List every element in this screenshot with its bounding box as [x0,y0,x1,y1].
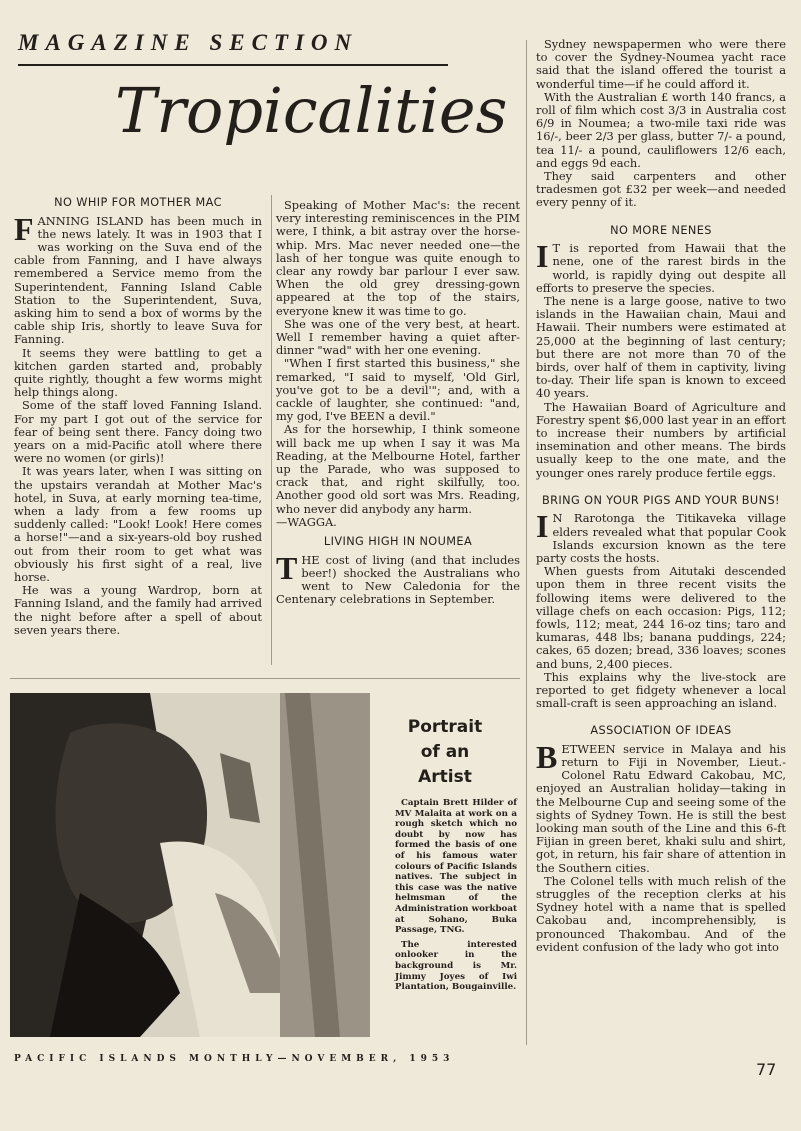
banner-title [115,74,508,147]
page-footer: PACIFIC ISLANDS MONTHLY—NOVEMBER, 1953 [14,1054,455,1064]
article-signoff: —WAGGA. [276,514,337,529]
article-heading: BRING ON YOUR PIGS AND YOUR BUNS! [542,493,780,507]
banner-title-text: Tropicalities [115,74,508,147]
article-paragraph: The Hawaiian Board of Agriculture and Forestry spent $6,000 last year in an effort to increase their numbers by artificial insemination and other means. The birds usually keep to the one mate, and the younger ones rarely produce fertile eggs. [536,399,786,480]
article-paragraph: Some of the staff loved Fanning Island. For my part I got out of the service for fear of being sent there. Fancy doing two years on a mid-Pacific atoll where there were no women (or girls)! [14,398,262,466]
article-paragraph: With the Australian £ worth 140 francs, a roll of film which cost 3/3 in Australia cost 6/9 in Noumea; a two-mile taxi ride was 16/-, beer 2/3 per glass, butter 7/- a pound, tea 11/- a pound, cauliflowers 12/6 each, and eggs 9d each. [536,89,786,170]
article-paragraph: FANNING ISLAND has been much in the news lately. It was in 1903 that I was working on the Suva end of the cable from Fanning, and I have always remembered a Service memo from the Superintendent, Fanning Island Cable Station to the Superintendent, Suva, asking him to send a box of worms by the cable ship Iris, shortly to leave Suva for Fanning. [14,210,262,347]
drop-cap: B [536,738,558,775]
article-paragraph: BETWEEN service in Malaya and his return to Fiji in November, Lieut.-Colonel Ratu Edward Cakobau, MC, enjoyed an Australian holiday—taking in the Melbourne Cup and seeing some of the sights of Sydney Town. He is still the best looking man south of the Line and this 6-ft Fijian in green beret, khaki sulu and shirt, got, in return, his fair share of attention in the Southern cities. [536,738,786,875]
article-paragraph: It was years later, when I was sitting on the upstairs verandah at Mother Mac's hotel, in Suva, at early morning tea-time, when a lady from a few rooms up suddenly called: "Look! Look! Here comes a horse!"—and a six-years-old boy rushed out from their room to get what was obviously his first sight of a real, live horse. [14,464,262,584]
article-paragraph: It seems they were battling to get a kitchen garden started and, probably quite rightly, thought a few worms might help things along. [14,345,262,400]
article-paragraph: She was one of the very best, at heart. Well I remember having a quiet after-dinner "wad" with her one evening. [276,316,520,358]
article-paragraph: He was a young Wardrop, born at Fanning Island, and the family had arrived the night before after a spell of about seven years there. [14,583,262,637]
article-paragraph: They said carpenters and other tradesmen got £32 per week—and needed every penny of it. [536,169,786,210]
article-paragraph: I N Rarotonga the Titikaveka village elders revealed what that popular Cook Islands excursion known as the tere party costs the hosts. [536,508,786,565]
drop-cap: F [14,210,34,247]
article-paragraph: As for the horsewhip, I think someone will back me up when I say it was Ma Reading, at the Melbourne Hotel, farther up the Parade, who was supposed to crack that, and right skilfully, too. Another good old sort was Mrs. Reading, who never did anybody any harm. [276,422,520,516]
column-divider [526,40,527,1045]
column-divider [271,195,272,665]
section-rule [18,64,448,66]
portrait-title-line: of an [420,742,470,762]
article-paragraph: I T is reported from Hawaii that the nene, one of the rarest birds in the world, is rapidly dying out despite all efforts to preserve the species. [536,238,786,295]
article-paragraph: THE cost of living (and that includes beer!) shocked the Australians who went to New Caledonia for the Centenary celebrations in September. [276,549,520,607]
caption-paragraph: Captain Brett Hilder of MV Malaita at work on a rough sketch which no doubt by now has formed the basis of one of his famous water colours of Pacific Islands natives. The subject in this case was the native helmsman of the Administration workboat at Sohano, Buka Passage, TNG. [395,798,517,936]
article-paragraph: When guests from Aitutaki descended upon them in three recent visits the following items were delivered to the village chefs on each occasion: Pigs, 112; fowls, 112; meat, 244 16-oz tins; taro and kumaras, 448 lbs; banana puddings, 224; cakes, 65 dozen; bread, 336 loaves; scones and buns, 2,400 pieces. [536,564,786,671]
photo-caption [395,798,517,997]
portrait-title-line: Portrait [407,717,483,737]
column-3 [536,38,786,954]
article-heading: LIVING HIGH IN NOUMEA [323,535,473,549]
article-paragraph: This explains why the live-stock are reported to get fidgety whenever a local small-craft is seen approaching an island. [536,669,786,711]
page-number: 77 [756,1060,777,1079]
article-paragraph: The nene is a large goose, native to two islands in the Hawaiian chain, Maui and Hawaii. Their numbers were estimated at 25,000 at the beginning of last century; but there are not more than 70 of the birds, over half of them in captivity, living to-day. Their life span is known to exceed 40 years. [536,293,786,401]
article-heading: NO WHIP FOR MOTHER MAC [54,196,222,209]
portrait-title-line: Artist [418,767,472,787]
article-paragraph: "When I first started this business," she remarked, "I said to myself, 'Old Girl, you've got to be a devil'"; and, with a cackle of laughter, she continued: "and, my god, I've BEEN a devil." [276,356,520,424]
article-heading: ASSOCIATION OF IDEAS [590,724,732,738]
article-paragraph: Sydney newspapermen who were there to cover the Sydney-Noumea yacht race said that the island offered the tourist a wonderful time—if he could afford it. [536,37,786,91]
drop-cap: T [276,549,298,586]
article-paragraph: The Colonel tells with much relish of the struggles of the reception clerks at his Sydney hotel with a name that is spelled Cakobau and, incomprehensibly, is pronounced Thakombau. And of the evident confusion of the lady who got into [536,873,786,954]
section-title: MAGAZINE SECTION [18,30,359,55]
caption-paragraph: The interested onlooker in the background is Mr. Jimmy Joyes of Iwi Plantation, Bougainville. [395,939,517,993]
column-2 [276,199,520,606]
artist-photo [10,693,370,1037]
photo-divider [10,678,520,679]
drop-cap: I [536,508,549,545]
column-1 [14,190,262,637]
drop-cap: I [536,238,549,275]
article-paragraph: Speaking of Mother Mac's: the recent very interesting reminiscences in the PIM were, I think, a bit astray over the horse-whip. Mrs. Mac never needed one—the lash of her tongue was quite enough to clear any rowdy bar parlour I ever saw. When the old grey dressing-gown appeared at the top of the stairs, everyone knew it was time to go. [276,198,520,318]
portrait-title [400,715,490,790]
article-heading: NO MORE NENES [610,223,712,237]
